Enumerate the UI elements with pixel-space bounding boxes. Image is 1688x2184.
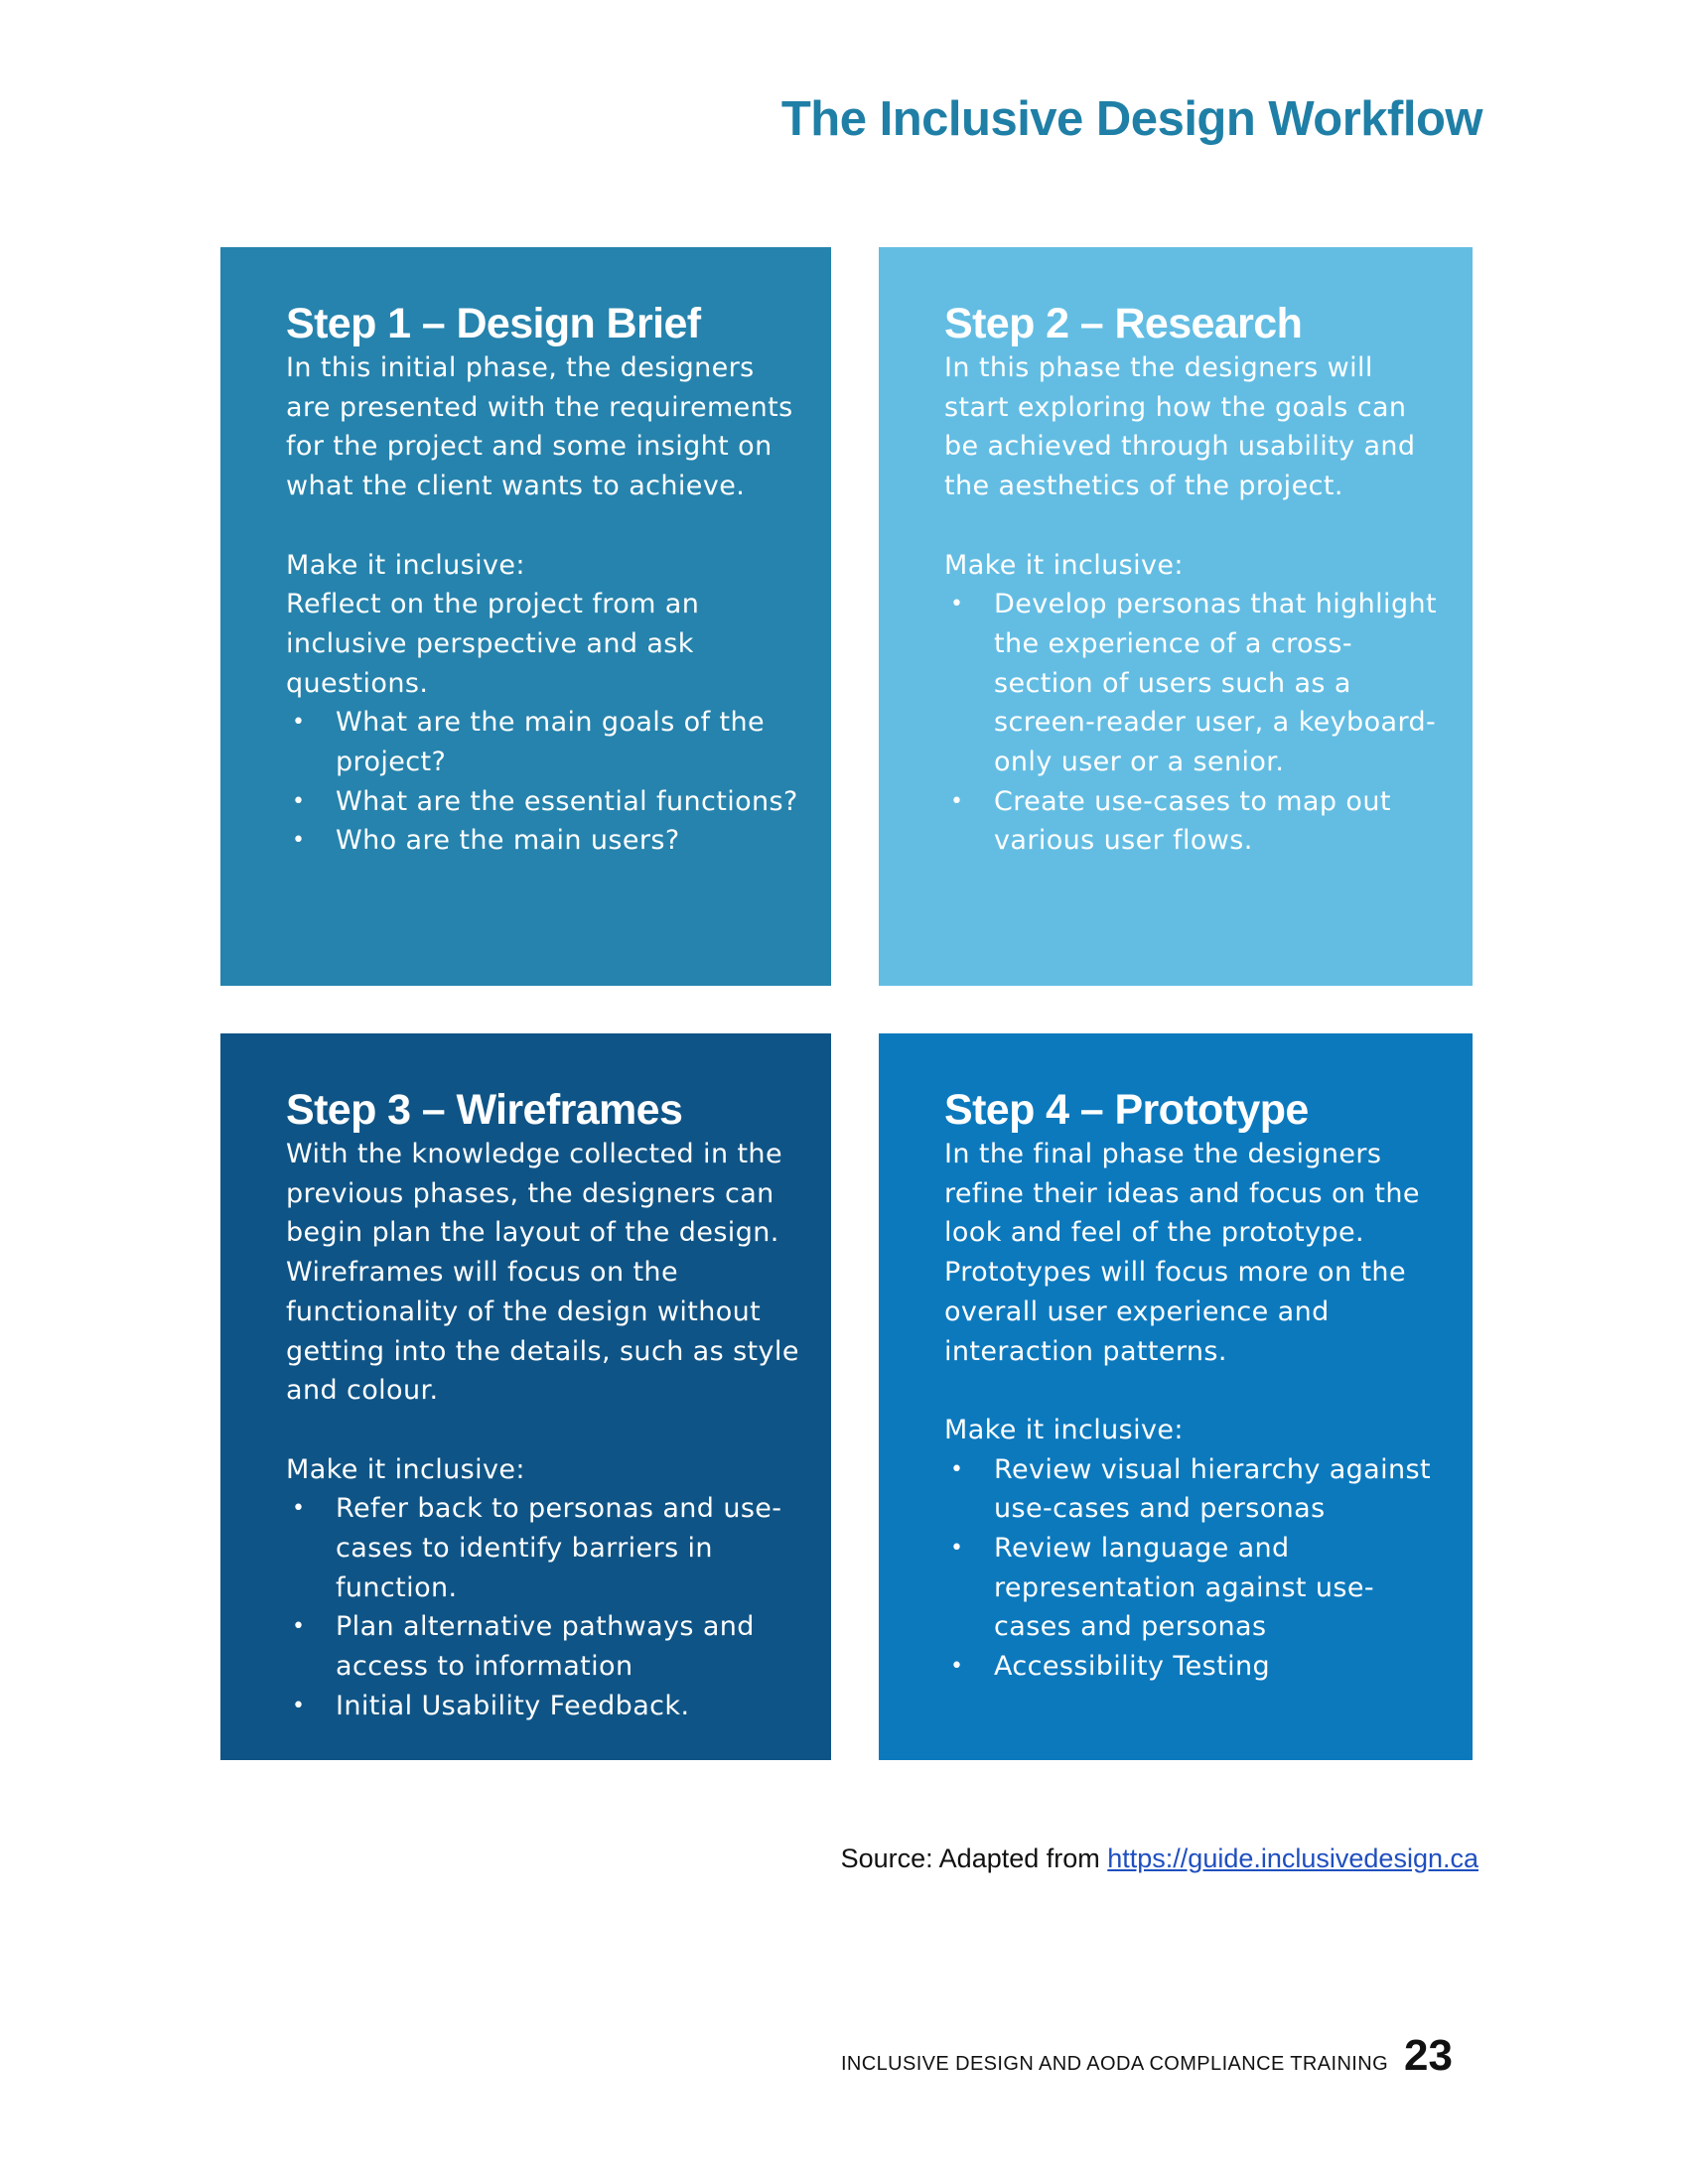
source-prefix: Source: Adapted from xyxy=(840,1843,1108,1873)
spacer xyxy=(944,506,1443,546)
list-item xyxy=(286,821,801,861)
list-item-text: Review language and representation against use-cases and personas xyxy=(994,1533,1375,1643)
page-title: The Inclusive Design Workflow xyxy=(780,92,1482,146)
list-item xyxy=(286,703,801,781)
page-number: 23 xyxy=(1404,2031,1453,2080)
list-item-text: Initial Usability Feedback. xyxy=(336,1690,690,1721)
step-2-body xyxy=(944,348,1443,861)
bullet-icon: • xyxy=(950,788,964,814)
step-4-body xyxy=(944,1135,1443,1687)
list-item-text: What are the main goals of the project? xyxy=(336,707,765,778)
step-3-intro: With the knowledge collected in the previous phases, the designers can begin plan the layout of the design. Wireframes will focus on the functionality of the design without getting into the details, such as style and colour. xyxy=(286,1139,799,1407)
bullet-icon: • xyxy=(292,710,306,736)
step-3-title: Step 3 – Wireframes xyxy=(286,1086,683,1134)
list-item-text: What are the essential functions? xyxy=(336,785,798,817)
list-item xyxy=(286,1687,801,1726)
list-item xyxy=(944,1450,1443,1529)
step-2-intro: In this phase the designers will start exploring how the goals can be achieved through usability and the aesthetics of the project. xyxy=(944,352,1416,502)
source-link[interactable]: https://guide.inclusivedesign.ca xyxy=(1107,1843,1478,1873)
bullet-icon: • xyxy=(292,1693,306,1718)
page-footer xyxy=(841,2031,1453,2081)
step-3-bullet-list xyxy=(286,1489,801,1725)
list-item-text: Create use-cases to map out various user flows. xyxy=(994,785,1391,857)
step-2-title: Step 2 – Research xyxy=(944,300,1303,347)
step-4-title: Step 4 – Prototype xyxy=(944,1086,1309,1134)
step-4-bullet-list xyxy=(944,1450,1443,1687)
step-2-inclusive-label: Make it inclusive: xyxy=(944,549,1184,581)
bullet-icon: • xyxy=(950,1654,964,1680)
bullet-icon: • xyxy=(950,592,964,617)
step-1-body xyxy=(286,348,801,861)
step-1-inclusive-label: Make it inclusive: xyxy=(286,549,525,581)
bullet-icon: • xyxy=(950,1536,964,1562)
step-2-bullet-list xyxy=(944,585,1443,861)
step-4-inclusive-label: Make it inclusive: xyxy=(944,1414,1184,1445)
step-1-bullet-list xyxy=(286,703,801,861)
source-citation xyxy=(841,1843,1478,1874)
bullet-icon: • xyxy=(950,1456,964,1482)
bullet-icon: • xyxy=(292,1614,306,1640)
list-item xyxy=(286,1489,801,1607)
spacer xyxy=(286,506,801,546)
spacer xyxy=(286,1411,801,1450)
list-item-text: Refer back to personas and use-cases to identify barriers in function. xyxy=(336,1493,782,1603)
list-item xyxy=(944,585,1443,782)
bullet-icon: • xyxy=(292,788,306,814)
list-item xyxy=(944,782,1443,861)
bullet-icon: • xyxy=(292,1496,306,1522)
list-item-text: Who are the main users? xyxy=(336,825,680,857)
list-item xyxy=(944,1529,1443,1647)
bullet-icon: • xyxy=(292,828,306,854)
step-1-card xyxy=(220,247,831,986)
list-item xyxy=(944,1647,1443,1687)
list-item-text: Accessibility Testing xyxy=(994,1651,1271,1683)
step-1-inclusive-text: Reflect on the project from an inclusive perspective and ask questions. xyxy=(286,589,700,699)
spacer xyxy=(944,1371,1443,1411)
list-item-text: Plan alternative pathways and access to information xyxy=(336,1611,755,1683)
step-2-card xyxy=(879,247,1473,986)
step-1-title: Step 1 – Design Brief xyxy=(286,300,701,347)
list-item xyxy=(286,782,801,822)
step-3-body xyxy=(286,1135,801,1726)
step-3-inclusive-label: Make it inclusive: xyxy=(286,1453,525,1485)
step-3-card xyxy=(220,1033,831,1760)
step-4-intro: In the final phase the designers refine their ideas and focus on the look and feel of the prototype. Prototypes will focus more on the overall user experience and interaction patterns. xyxy=(944,1139,1420,1367)
step-1-intro: In this initial phase, the designers are presented with the requirements for the project and some insight on what the client wants to achieve. xyxy=(286,352,793,502)
footer-label: INCLUSIVE DESIGN AND AODA COMPLIANCE TRAINING xyxy=(840,2053,1389,2075)
list-item xyxy=(286,1607,801,1686)
list-item-text: Develop personas that highlight the experience of a cross-section of users such as a screen-reader user, a keyboard-only user or a senior. xyxy=(994,589,1437,778)
list-item-text: Review visual hierarchy against use-cases and personas xyxy=(994,1453,1431,1525)
step-4-card xyxy=(879,1033,1473,1760)
